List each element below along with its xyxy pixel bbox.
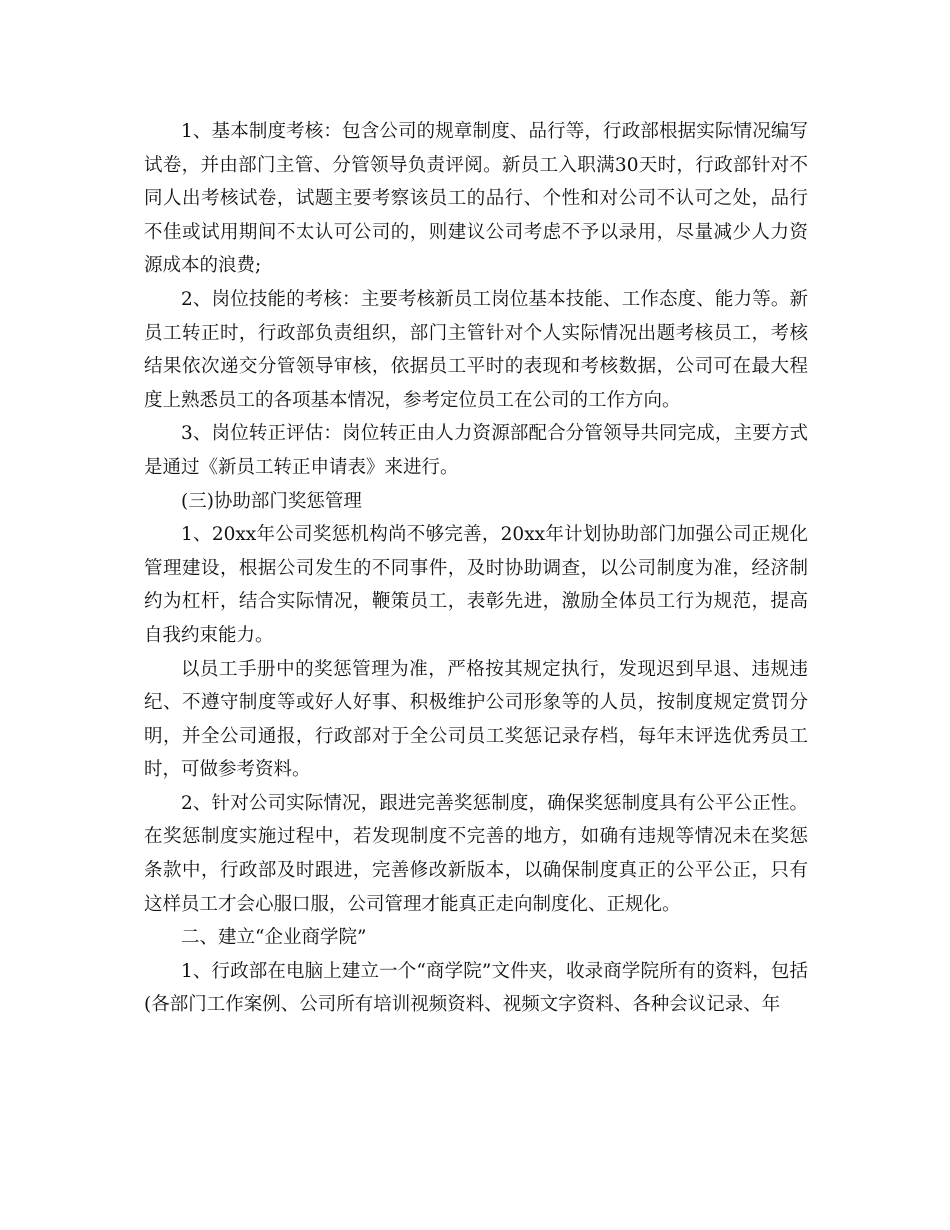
section-heading-rewards-penalties: (三)协助部门奖惩管理 [181, 490, 362, 512]
paragraph-regularization-evaluation: 3、岗位转正评估：岗位转正由人力资源部配合分管领导共同完成，主要方式是通过《新员工转正申请表》来进行。 [144, 423, 808, 478]
paragraph-basic-system-assessment: 1、基本制度考核：包含公司的规章制度、品行等，行政部根据实际情况编写试卷，并由部门主管、分管领导负责评阅。新员工入职满30天时，行政部针对不同人出考核试卷，试题主要考察该员工的品行、个性和对公司不认可之处，品行不佳或试用期间不太认可公司的，则建议公司考虑不予以录用，尽量减少人力资源成本的浪费; [144, 121, 808, 277]
paragraph-business-school-folder: 1、行政部在电脑上建立一个“商学院”文件夹，收录商学院所有的资料，包括(各部门工作案例、公司所有培训视频资料、视频文字资料、各种会议记录、年 [144, 960, 808, 1016]
paragraph-improve-rewards-system: 2、针对公司实际情况，跟进完善奖惩制度，确保奖惩制度具有公平公正性。在奖惩制度实施过程中，若发现制度不完善的地方，如确有违规等情况未在奖惩条款中，行政部及时跟进，完善修改新版本，以确保制度真正的公平公正，只有这样员工才会心服口服，公司管理才能真正走向制度化、正规化。 [144, 792, 808, 915]
section-heading-business-school: 二、建立“企业商学院” [181, 927, 367, 949]
paragraph-employee-handbook-rules: 以员工手册中的奖惩管理为准，严格按其规定执行，发现迟到早退、违规违纪、不遵守制度等或好人好事、积极维护公司形象等的人员，按制度规定赏罚分明，并全公司通报，行政部对于全公司员工奖惩记录存档，每年末评选优秀员工时，可做参考资料。 [144, 658, 808, 781]
document-body [144, 115, 808, 1022]
paragraph-rewards-system-plan: 1、20xx年公司奖惩机构尚不够完善，20xx年计划协助部门加强公司正规化管理建设，根据公司发生的不同事件，及时协助调查，以公司制度为准，经济制约为杠杆，结合实际情况，鞭策员工，表彰先进，激励全体员工行为规范，提高自我约束能力。 [144, 524, 808, 646]
paragraph-job-skill-assessment: 2、岗位技能的考核：主要考核新员工岗位基本技能、工作态度、能力等。新员工转正时，行政部负责组织，部门主管针对个人实际情况出题考核员工，考核结果依次递交分管领导审核，依据员工平时的表现和考核数据，公司可在最大程度上熟悉员工的各项基本情况，参考定位员工在公司的工作方向。 [144, 288, 808, 411]
